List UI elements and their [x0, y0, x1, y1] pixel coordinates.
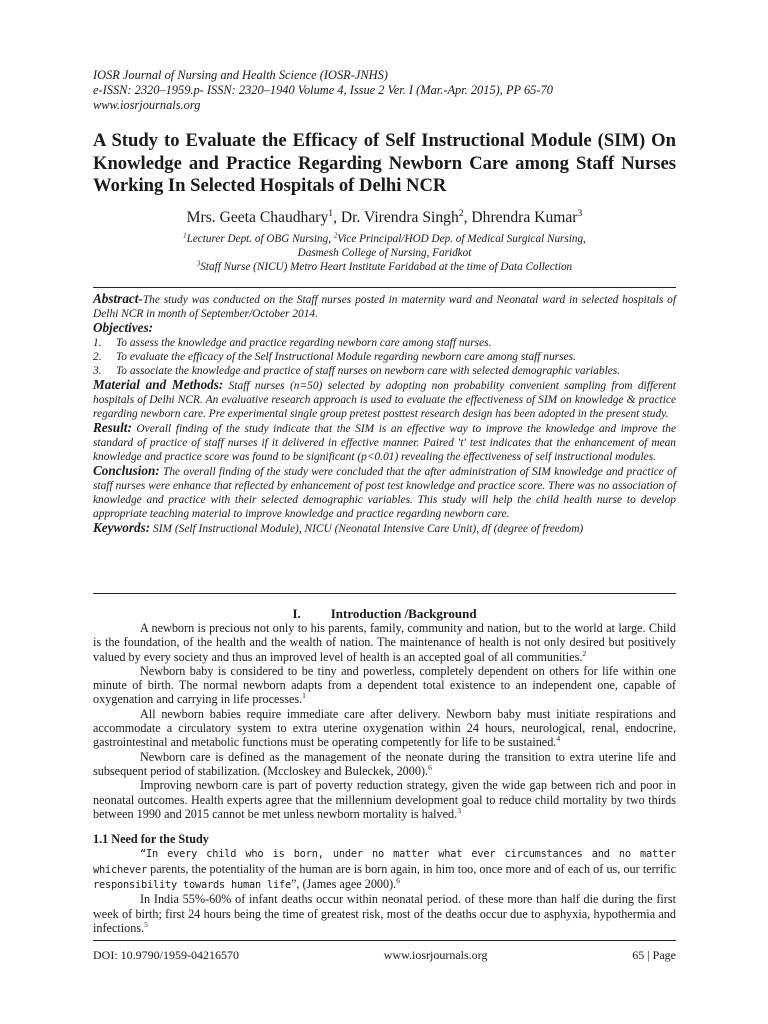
objective-item — [93, 337, 676, 351]
citation-ref: 2 — [582, 648, 587, 658]
citation-ref: 3 — [457, 805, 461, 815]
paragraph — [93, 750, 676, 779]
paragraph-text: parents, the potentiality of the human are is born again, in him too, once more and of each of us, our terrific — [147, 861, 676, 876]
affil-ref-3: 3 — [196, 259, 201, 268]
result-text: Overall finding of the study indicate that the SIM is an effective way to improve the knowledge and improve the standard of practice of staff nurses if it delivered in effective manner. Paired 't' test indicates that the enhancement of mean knowledge and practice score was found to be significant (p<0.01) revealing the effectiveness of self instructional modules. — [93, 423, 676, 463]
abstract-top-rule — [93, 287, 676, 288]
objective-item — [93, 351, 676, 365]
author-line — [93, 209, 676, 227]
paragraph — [93, 846, 676, 892]
methods-label: Material and Methods: — [93, 377, 224, 393]
author-1-ref: 1 — [328, 207, 334, 219]
footer-site: www.iosrjournals.org — [383, 948, 488, 962]
objective-text: To evaluate the efficacy of the Self Instructional Module regarding newborn care among staff nurses. — [116, 350, 576, 363]
affil-text-1: Lecturer Dept. of OBG Nursing, — [186, 233, 334, 245]
paragraph — [93, 892, 676, 935]
quote-text: responsibility towards human life — [93, 879, 291, 892]
citation-ref: 6 — [396, 875, 401, 885]
keywords-label: Keywords: — [93, 520, 151, 536]
paragraph-text: All newborn babies require immediate care after delivery. Newborn baby must initiate respirations and accommodate a circulatory system to extra uterine oxygenation within 24 hours, neurological, renal, endocrine, gastrointestinal and metabolic functions must be operating competently for life to be sustained. — [93, 706, 676, 750]
objective-num: 1. — [93, 337, 102, 350]
conclusion-paragraph — [93, 464, 676, 521]
affiliation-line-1 — [93, 232, 676, 246]
paragraph — [93, 707, 676, 750]
affiliations — [93, 232, 676, 274]
abstract-intro — [93, 292, 676, 321]
objective-num: 2. — [93, 350, 102, 363]
journal-name: IOSR Journal of Nursing and Health Science (IOSR-JNHS) — [93, 68, 388, 82]
abstract-text: The study was conducted on the Staff nurses posted in maternity ward and Neonatal ward in selected hospitals of Delhi NCR in month of September/October 2014. — [93, 294, 676, 320]
subsection-heading: 1.1 Need for the Study — [93, 832, 209, 847]
paragraph-text: Improving newborn care is part of poverty reduction strategy, given the wide gap between rich and poor in neonatal outcomes. Health experts agree that the millennium development goal to reduce child mortality by two thirds between 1990 and 2015 cannot be met unless newborn mortality is halved. — [93, 778, 676, 821]
abstract-label: Abstract- — [93, 291, 143, 306]
paragraph-text: Newborn baby is considered to be tiny and powerless, completely dependent on others for life within one minute of birth. The normal newborn adapts from a dependent total existence to an independent one, capable of oxygenation and carrying in life processes. — [93, 663, 676, 707]
paragraph-text: Newborn care is defined as the management of the neonate during the transition to extra uterine life and subsequent period of stabilization. (Mccloskey and Buleckek, 2000). — [93, 749, 676, 778]
objectives-label: Objectives: — [93, 320, 154, 336]
section-heading — [93, 606, 676, 622]
affil-ref-1: 1 — [183, 231, 187, 240]
footer-page-number: 65 | Page — [632, 948, 676, 962]
paragraph — [93, 778, 676, 821]
paragraph — [93, 664, 676, 707]
journal-issn: e-ISSN: 2320–1959.p- ISSN: 2320–1940 Volume 4, Issue 2 Ver. I (Mar.-Apr. 2015), PP 65-70 — [93, 83, 553, 97]
quote-text: “In every child who is born, under no matter what ever circumstances and no matter whichever — [93, 848, 676, 876]
citation-ref: 6 — [428, 762, 432, 772]
journal-url: www.iosrjournals.org — [93, 98, 201, 112]
paragraph-text: In India 55%-60% of infant deaths occur within neonatal period. of these more than half die during the first week of birth; first 24 hours being the time of greatest risk, most of the deaths occur due to asphyxia, hypothermia and infections. — [93, 892, 676, 935]
methods-paragraph — [93, 378, 676, 421]
author-2-ref: 2 — [458, 207, 464, 219]
objective-text: To assess the knowledge and practice regarding newborn care among staff nurses. — [116, 337, 492, 350]
keywords-text: SIM (Self Instructional Module), NICU (Neonatal Intensive Care Unit), df (degree of freedom) — [150, 523, 584, 536]
citation-ref: 1 — [302, 691, 306, 701]
citation-ref: 4 — [556, 734, 561, 744]
page-footer — [93, 948, 676, 963]
author-3-ref: 3 — [577, 207, 583, 219]
objectives-list — [93, 337, 676, 378]
conclusion-label: Conclusion: — [93, 463, 160, 479]
author-2: , Dr. Virendra Singh — [333, 209, 459, 226]
objective-num: 3. — [93, 364, 102, 377]
paper-title: A Study to Evaluate the Efficacy of Self Instructional Module (SIM) On Knowledge and Practice Regarding Newborn Care among Staff Nurses Working In Selected Hospitals of Delhi NCR — [93, 130, 676, 196]
author-1: Mrs. Geeta Chaudhary — [186, 209, 329, 226]
objective-text: To associate the knowledge and practice of staff nurses on newborn care with selected demographic variables. — [116, 364, 621, 377]
citation-ref: 5 — [144, 919, 148, 929]
journal-header — [93, 68, 553, 113]
result-paragraph — [93, 421, 676, 464]
footer-doi: DOI: 10.9790/1959-04216570 — [93, 948, 239, 962]
paragraph-text: ”, (James agee 2000). — [290, 877, 397, 892]
affil-text-3: Staff Nurse (NICU) Metro Heart Institute Faridabad at the time of Data Collection — [200, 261, 573, 273]
conclusion-text: The overall finding of the study were concluded that the after administration of SIM knowledge and practice of staff nurses were enhance that reflected by enhancement of post test knowledge and practice score. There was no association of knowledge and practice with their selected demographic variables. This study will help the child health nurse to develop appropriate teaching material to improve knowledge and practice regarding newborn care. — [93, 466, 676, 520]
abstract-block — [93, 292, 676, 537]
paragraph-text: A newborn is precious not only to his parents, family, community and nation, but to the world at large. Child is the foundation, of the health and the wealth of nation. The maintenance of health is not only desired but positively valued by every society and thus an improved level of health is an accepted goal of all communities. — [93, 621, 676, 664]
affil-text-2: Vice Principal/HOD Dep. of Medical Surgical Nursing, — [337, 233, 586, 245]
author-3: , Dhrendra Kumar — [463, 209, 578, 226]
objective-item — [93, 365, 676, 379]
objectives-heading — [93, 321, 676, 337]
methods-text: Staff nurses (n=50) selected by adopting non probability convenient sampling from different hospitals of Delhi NCR. An evaluative research approach is used to evaluate the effectiveness of SIM on knowledge & practice regarding newborn care. Pre experimental single group pretest posttest research design has been adopted in the present study. — [93, 380, 677, 420]
affiliation-line-2: Dasmesh College of Nursing, Faridkot — [297, 247, 472, 259]
paragraph — [93, 621, 676, 664]
keywords-paragraph — [93, 521, 676, 537]
body-text — [93, 621, 676, 935]
section-title-text: Introduction /Background — [330, 606, 477, 621]
affil-ref-2: 2 — [333, 231, 338, 240]
abstract-bottom-rule — [93, 593, 676, 594]
footer-rule — [93, 940, 676, 941]
affiliation-line-3 — [93, 260, 676, 274]
section-number: I. — [292, 606, 301, 621]
result-label: Result: — [93, 420, 132, 436]
